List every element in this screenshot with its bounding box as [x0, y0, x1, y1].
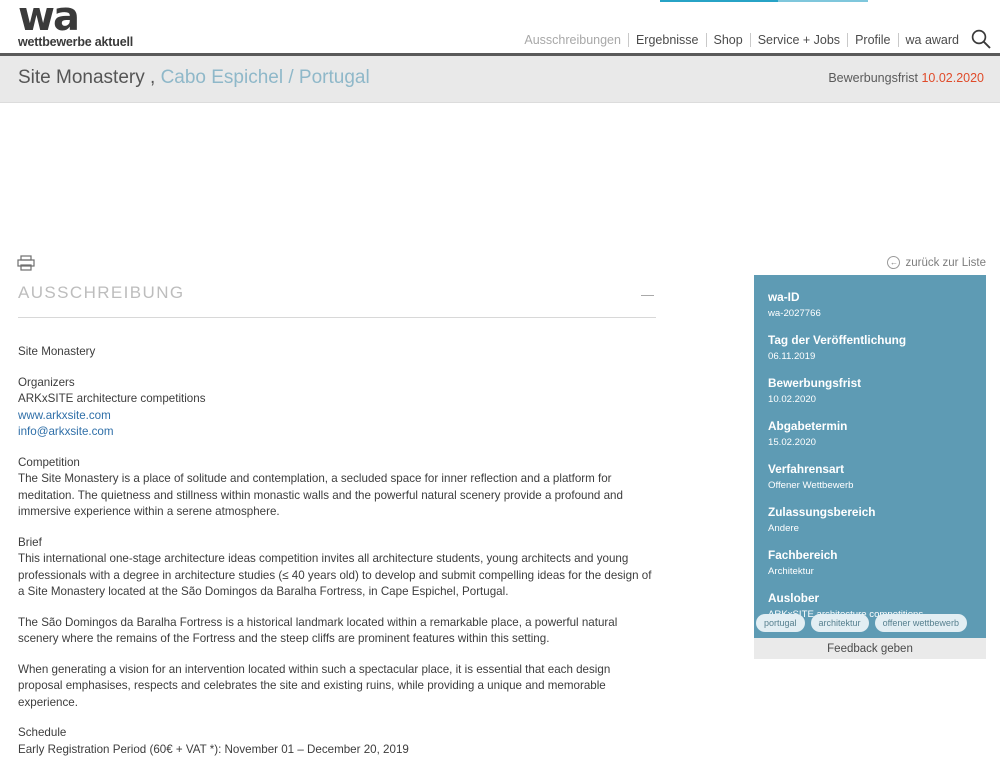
- deadline-label: Bewerbungsfrist: [828, 71, 918, 85]
- nav-item-ergebnisse[interactable]: Ergebnisse: [629, 33, 706, 47]
- tag-offener-wettbewerb[interactable]: offener wettbewerb: [875, 614, 967, 632]
- organizers-label: Organizers: [18, 375, 656, 392]
- project-name: Site Monastery: [18, 344, 656, 361]
- nav-item-shop[interactable]: Shop: [707, 33, 750, 47]
- back-to-list-label: zurück zur Liste: [905, 257, 986, 269]
- organizers-name: ARKxSITE architecture competitions: [18, 391, 656, 408]
- nav-item-service-jobs[interactable]: Service + Jobs: [751, 33, 847, 47]
- nav-item-profile[interactable]: Profile: [848, 33, 897, 47]
- info-row: [768, 332, 972, 364]
- tag-architektur[interactable]: architektur: [811, 614, 869, 632]
- brief-paragraph-3: When generating a vision for an intervention located within such a spectacular place, it is essential that each design proposal emphasises, respects and celebrates the site and existing ruins, while providing a unique and memorable experience.: [18, 662, 656, 712]
- info-row: [768, 547, 972, 579]
- info-row: [768, 504, 972, 536]
- info-value-submission-date: 15.02.2020: [768, 436, 972, 450]
- info-row: [768, 418, 972, 450]
- top-tab-decoration: [660, 0, 850, 2]
- page-title-name: Site Monastery ,: [18, 67, 155, 88]
- page-title: [18, 67, 370, 89]
- feedback-button[interactable]: Feedback geben: [754, 638, 986, 659]
- tag-portugal[interactable]: portugal: [756, 614, 805, 632]
- logo-subtitle: wettbewerbe aktuell: [18, 35, 188, 49]
- organizers-website-link[interactable]: www.arkxsite.com: [18, 409, 111, 422]
- brief-paragraph-1: This international one-stage architecture ideas competition invites all architecture students, young architects and young professionals with a degree in architecture studies (≤ 40 years old) to develop and submit compelling ideas for the design of a Site Monastery located at the São Domingos da Baralha Fortress, in Cape Espichel, Portugal.: [18, 551, 656, 601]
- info-value-application-deadline: 10.02.2020: [768, 393, 972, 407]
- info-value-admission-area: Andere: [768, 522, 972, 536]
- printer-icon[interactable]: [17, 255, 35, 271]
- arrow-left-circle-icon: ←: [887, 256, 900, 269]
- info-title-application-deadline: Bewerbungsfrist: [768, 375, 972, 391]
- info-title-admission-area: Zulassungsbereich: [768, 504, 972, 520]
- section-header: [18, 283, 656, 318]
- brief-label: Brief: [18, 535, 656, 552]
- logo-wordmark: wa: [18, 0, 188, 34]
- announcement-content: [18, 344, 656, 758]
- tag-list: [756, 614, 967, 632]
- brief-paragraph-2: The São Domingos da Baralha Fortress is a historical landmark located within a remarkable place, a powerful natural scenery where the remains of the Fortress and the steep cliffs are prominent features within this setting.: [18, 615, 656, 648]
- info-title-publication-date: Tag der Veröffentlichung: [768, 332, 972, 348]
- schedule-label: Schedule: [18, 725, 656, 742]
- info-title-wa-id: wa-ID: [768, 289, 972, 305]
- competition-text: The Site Monastery is a place of solitude and contemplation, a secluded space for inner reflection and a platform for meditation. The quietness and stillness within monastic walls and the powerful natural scenery provide a profound and immersive experience within a serene atmosphere.: [18, 471, 656, 521]
- minus-icon[interactable]: [641, 295, 654, 296]
- organizers-email-link[interactable]: info@arkxsite.com: [18, 425, 114, 438]
- nav-item-wa-award[interactable]: wa award: [899, 33, 967, 47]
- info-value-wa-id: wa-2027766: [768, 307, 972, 321]
- main-nav: [517, 33, 966, 47]
- schedule-line-1: Early Registration Period (60€ + VAT *): November 01 – December 20, 2019: [18, 742, 656, 758]
- info-row: [768, 461, 972, 493]
- info-title-submission-date: Abgabetermin: [768, 418, 972, 434]
- page-title-location: Cabo Espichel / Portugal: [161, 67, 370, 88]
- deadline-info: [828, 71, 984, 85]
- nav-item-ausschreibungen[interactable]: Ausschreibungen: [517, 33, 628, 47]
- info-title-discipline: Fachbereich: [768, 547, 972, 563]
- info-row: [768, 289, 972, 321]
- deadline-date: 10.02.2020: [921, 71, 984, 85]
- info-value-publication-date: 06.11.2019: [768, 350, 972, 364]
- info-row: [768, 375, 972, 407]
- top-tab-inner: [778, 0, 868, 2]
- main-content-column: [18, 283, 656, 758]
- page-body: [0, 103, 1000, 555]
- page-title-band: [0, 56, 1000, 103]
- competition-label: Competition: [18, 455, 656, 472]
- info-title-procedure-type: Verfahrensart: [768, 461, 972, 477]
- info-value-discipline: Architektur: [768, 565, 972, 579]
- back-to-list-link[interactable]: [887, 256, 986, 269]
- site-logo[interactable]: [18, 0, 188, 49]
- section-title: AUSSCHREIBUNG: [18, 283, 656, 303]
- site-header: [0, 0, 1000, 56]
- info-box: [754, 275, 986, 638]
- info-title-organizer: Auslober: [768, 590, 972, 606]
- search-icon[interactable]: [970, 28, 992, 50]
- info-value-procedure-type: Offener Wettbewerb: [768, 479, 972, 493]
